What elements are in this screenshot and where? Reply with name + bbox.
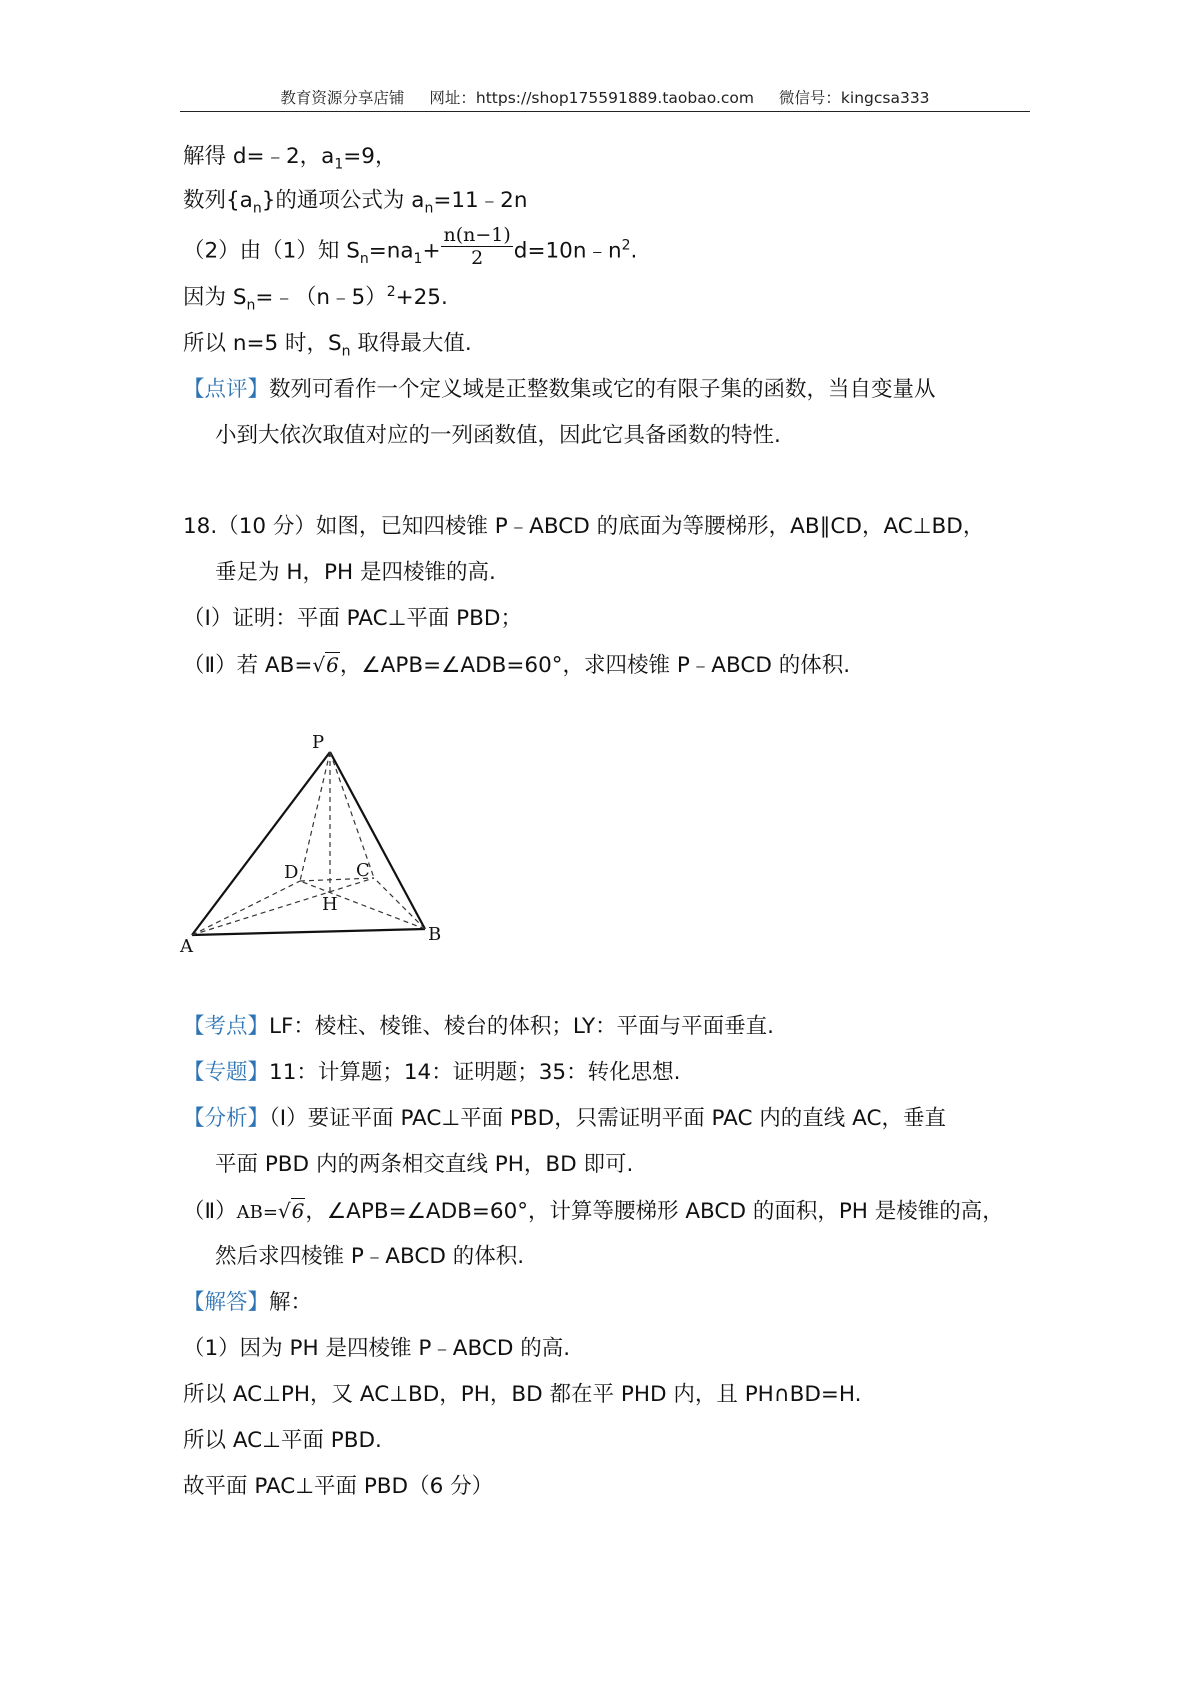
label-d: D bbox=[284, 862, 299, 883]
comment-line-2: 小到大依次取值对应的一列函数值，因此它具备函数的特性. bbox=[215, 423, 781, 448]
label-p: P bbox=[312, 732, 325, 753]
jieda-tag: 【解答】 bbox=[183, 1290, 270, 1315]
edge-bc bbox=[374, 878, 425, 929]
solution-line-2: 所以 AC⊥PH，又 AC⊥BD，PH，BD 都在平 PHD 内，且 PH∩BD=H. bbox=[183, 1382, 862, 1407]
label-c: C bbox=[356, 860, 370, 881]
problem18-stem-1: 18.（10 分）如图，已知四棱锥 P﹣ABCD 的底面为等腰梯形，AB∥CD，AC⊥BD， bbox=[183, 514, 985, 539]
sol17-line-2: 数列$\{a_n\}$的通项公式为 $a_n=11﹣2n$ bbox=[183, 188, 528, 217]
sqrt-six-2: √6 bbox=[277, 1199, 305, 1223]
jieda-line: 【解答】解： bbox=[183, 1290, 313, 1315]
label-h: H bbox=[322, 894, 338, 915]
fenxi-tag: 【分析】 bbox=[183, 1106, 270, 1131]
sqrt-six: √6 bbox=[312, 653, 339, 677]
fenxi-line-3: （Ⅱ）AB=√6，∠APB=∠ADB=60°，计算等腰梯形 ABCD 的面积，PH 是棱锥的高， bbox=[183, 1199, 1004, 1224]
sol17-line-1: 解得 d=﹣2，$a_1=9$， bbox=[183, 144, 397, 173]
page-header bbox=[180, 86, 1030, 108]
sol17-line-5: 所以 n=5 时，$S_n$ 取得最大值. bbox=[183, 331, 472, 360]
diag-bd bbox=[300, 881, 425, 929]
solution-line-3: 所以 AC⊥平面 PBD. bbox=[183, 1428, 382, 1453]
sol17-line-3: （2）由（1）知 $S_n=na_1+$ $\frac{n(n-1)}{2}$ $d=10n﹣n^2$. bbox=[183, 224, 638, 269]
label-b: B bbox=[428, 924, 442, 945]
problem18-stem-2: 垂足为 H，PH 是四棱锥的高. bbox=[215, 560, 496, 585]
fenxi-line-4: 然后求四棱锥 P﹣ABCD 的体积. bbox=[215, 1244, 525, 1269]
sol17-line-4: 因为 $S_n=﹣(n﹣5)^2+25$. bbox=[183, 283, 448, 314]
comment-tag: 【点评】 bbox=[183, 377, 270, 402]
label-a: A bbox=[180, 936, 193, 957]
header-url: 网址：https://shop175591889.taobao.com bbox=[429, 89, 754, 107]
header-wechat: 微信号：kingcsa333 bbox=[778, 89, 930, 107]
kaodian-line: 【考点】LF：棱柱、棱锥、棱台的体积；LY：平面与平面垂直. bbox=[183, 1014, 774, 1039]
edge-pb bbox=[330, 752, 425, 929]
fraction: $\frac{n(n-1)}{2}$ bbox=[443, 224, 511, 269]
zhuanti-tag: 【专题】 bbox=[183, 1060, 270, 1085]
header-rule bbox=[180, 111, 1030, 112]
header-shop: 教育资源分享店铺 bbox=[280, 89, 405, 107]
comment-line-1: 【点评】数列可看作一个定义域是正整数集或它的有限子集的函数，当自变量从 bbox=[183, 377, 936, 402]
edge-ad bbox=[192, 881, 300, 935]
solution-line-4: 故平面 PAC⊥平面 PBD（6 分） bbox=[183, 1474, 494, 1499]
diag-ac bbox=[192, 878, 374, 935]
fenxi-line-2: 平面 PBD 内的两条相交直线 PH，BD 即可. bbox=[215, 1152, 634, 1177]
edge-ab bbox=[192, 929, 425, 935]
zhuanti-line: 【专题】11：计算题；14：证明题；35：转化思想. bbox=[183, 1060, 681, 1085]
problem18-part-2: （Ⅱ）若 AB=√6，∠APB=∠ADB=60°，求四棱锥 P﹣ABCD 的体积. bbox=[183, 653, 851, 678]
pyramid-figure bbox=[178, 730, 458, 960]
kaodian-tag: 【考点】 bbox=[183, 1014, 270, 1039]
problem18-part-1: （Ⅰ）证明：平面 PAC⊥平面 PBD； bbox=[183, 606, 522, 631]
fenxi-line-1: 【分析】（Ⅰ）要证平面 PAC⊥平面 PBD，只需证明平面 PAC 内的直线 AC，垂直 bbox=[183, 1106, 946, 1131]
solution-line-1: （1）因为 PH 是四棱锥 P﹣ABCD 的高. bbox=[183, 1336, 571, 1361]
